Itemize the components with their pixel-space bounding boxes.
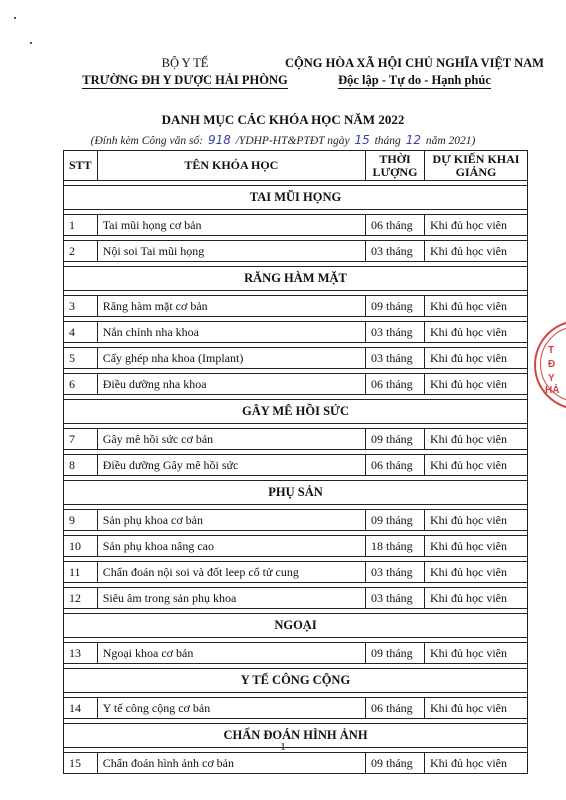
header-schedule: DỰ KIẾN KHAI GIẢNG: [425, 151, 528, 181]
cell-course-name: Điều dưỡng Gây mê hồi sức: [97, 455, 365, 476]
section-header-row: [64, 481, 528, 505]
cell-course-name: Nội soi Tai mũi họng: [97, 241, 365, 262]
table-row: [64, 588, 528, 609]
cell-duration: 18 tháng: [366, 536, 425, 557]
table-row: [64, 296, 528, 317]
table-row: [64, 455, 528, 476]
table-row: [64, 429, 528, 450]
cell-schedule: Khi đủ học viên: [425, 215, 528, 236]
section-title: NGOẠI: [64, 614, 528, 638]
cell-stt: 8: [64, 455, 98, 476]
cell-duration: 06 tháng: [366, 455, 425, 476]
table-row: [64, 562, 528, 583]
month-handwritten: 12: [405, 133, 421, 147]
cell-schedule: Khi đủ học viên: [425, 322, 528, 343]
cell-stt: 1: [64, 215, 98, 236]
cell-duration: 09 tháng: [366, 753, 425, 774]
reference-code: /YDHP-HT&PTĐT ngày: [235, 135, 350, 147]
section-header-row: [64, 669, 528, 693]
table-row: [64, 643, 528, 664]
document-reference: [0, 133, 566, 147]
cell-course-name: Gây mê hồi sức cơ bản: [97, 429, 365, 450]
reference-prefix: (Đính kèm Công văn số:: [90, 135, 204, 147]
section-title: CHẨN ĐOÁN HÌNH ẢNH: [64, 724, 528, 748]
cell-duration: 09 tháng: [366, 296, 425, 317]
cell-schedule: Khi đủ học viên: [425, 562, 528, 583]
cell-duration: 09 tháng: [366, 643, 425, 664]
year-suffix: năm 2021): [425, 135, 476, 147]
cell-duration: 09 tháng: [366, 510, 425, 531]
cell-stt: 11: [64, 562, 98, 583]
table-row: [64, 753, 528, 774]
cell-schedule: Khi đủ học viên: [425, 753, 528, 774]
cell-duration: 03 tháng: [366, 241, 425, 262]
seal-text: T: [548, 345, 555, 356]
table-row: [64, 215, 528, 236]
cell-duration: 06 tháng: [366, 215, 425, 236]
cell-course-name: Cấy ghép nha khoa (Implant): [97, 348, 365, 369]
cell-duration: 03 tháng: [366, 562, 425, 583]
cell-stt: 9: [64, 510, 98, 531]
cell-stt: 2: [64, 241, 98, 262]
national-heading: [272, 55, 557, 89]
section-title: GÂY MÊ HỒI SỨC: [64, 400, 528, 424]
cell-schedule: Khi đủ học viên: [425, 588, 528, 609]
cell-course-name: Chẩn đoán nội soi và đốt leep cổ tử cung: [97, 562, 365, 583]
cell-schedule: Khi đủ học viên: [425, 510, 528, 531]
cell-stt: 13: [64, 643, 98, 664]
document-number-handwritten: 918: [207, 133, 231, 147]
cell-schedule: Khi đủ học viên: [425, 348, 528, 369]
seal-text: Y: [548, 373, 555, 384]
cell-schedule: Khi đủ học viên: [425, 429, 528, 450]
document-title: DANH MỤC CÁC KHÓA HỌC NĂM 2022: [161, 112, 405, 127]
cell-duration: 03 tháng: [366, 322, 425, 343]
seal-text: Đ: [548, 359, 556, 370]
cell-course-name: Điều dưỡng nha khoa: [97, 374, 365, 395]
section-header-row: [64, 614, 528, 638]
cell-stt: 7: [64, 429, 98, 450]
scan-speck: [14, 17, 16, 19]
table-header-row: [64, 151, 528, 181]
cell-duration: 06 tháng: [366, 374, 425, 395]
school-name: TRƯỜNG ĐH Y DƯỢC HẢI PHÒNG: [82, 73, 288, 87]
table-row: [64, 698, 528, 719]
cell-stt: 10: [64, 536, 98, 557]
table-row: [64, 374, 528, 395]
cell-schedule: Khi đủ học viên: [425, 455, 528, 476]
issuer-block: [80, 55, 290, 89]
cell-course-name: Ngoại khoa cơ bản: [97, 643, 365, 664]
section-header-row: [64, 400, 528, 424]
cell-course-name: Sản phụ khoa cơ bản: [97, 510, 365, 531]
table-row: [64, 348, 528, 369]
section-title: PHỤ SẢN: [64, 481, 528, 505]
cell-stt: 4: [64, 322, 98, 343]
header-course-name: TÊN KHÓA HỌC: [97, 151, 365, 181]
seal-text: HẢ: [545, 385, 560, 396]
cell-stt: 6: [64, 374, 98, 395]
cell-duration: 09 tháng: [366, 429, 425, 450]
ministry-name: BỘ Y TẾ: [161, 56, 209, 70]
cell-stt: 5: [64, 348, 98, 369]
table-body: [64, 181, 528, 774]
cell-course-name: Răng hàm mặt cơ bản: [97, 296, 365, 317]
section-title: TAI MŨI HỌNG: [64, 186, 528, 210]
cell-stt: 15: [64, 753, 98, 774]
scan-speck: [30, 42, 32, 44]
cell-course-name: Chẩn đoán hình ảnh cơ bản: [97, 753, 365, 774]
month-label: tháng: [374, 135, 401, 147]
day-handwritten: 15: [354, 133, 370, 147]
cell-course-name: Nắn chỉnh nha khoa: [97, 322, 365, 343]
cell-course-name: Siêu âm trong sản phụ khoa: [97, 588, 365, 609]
table-row: [64, 510, 528, 531]
cell-course-name: Tai mũi họng cơ bản: [97, 215, 365, 236]
section-title: Y TẾ CÔNG CỘNG: [64, 669, 528, 693]
cell-schedule: Khi đủ học viên: [425, 643, 528, 664]
cell-schedule: Khi đủ học viên: [425, 536, 528, 557]
course-table: [63, 150, 528, 774]
section-title: RĂNG HÀM MẶT: [64, 267, 528, 291]
national-motto: Độc lập - Tự do - Hạnh phúc: [338, 73, 491, 87]
section-header-row: [64, 186, 528, 210]
cell-stt: 12: [64, 588, 98, 609]
table-row: [64, 241, 528, 262]
cell-stt: 14: [64, 698, 98, 719]
header-duration: THỜI LƯỢNG: [366, 151, 425, 181]
page-number: 1: [280, 741, 286, 753]
header-stt: STT: [64, 151, 98, 181]
official-seal: [534, 320, 566, 410]
country-name: CỘNG HÒA XÃ HỘI CHỦ NGHĨA VIỆT NAM: [285, 56, 544, 70]
cell-duration: 06 tháng: [366, 698, 425, 719]
cell-schedule: Khi đủ học viên: [425, 241, 528, 262]
table-row: [64, 322, 528, 343]
section-header-row: [64, 267, 528, 291]
cell-schedule: Khi đủ học viên: [425, 698, 528, 719]
table-row: [64, 536, 528, 557]
cell-course-name: Sản phụ khoa nâng cao: [97, 536, 365, 557]
cell-stt: 3: [64, 296, 98, 317]
cell-duration: 03 tháng: [366, 348, 425, 369]
cell-duration: 03 tháng: [366, 588, 425, 609]
cell-course-name: Y tế công cộng cơ bản: [97, 698, 365, 719]
cell-schedule: Khi đủ học viên: [425, 374, 528, 395]
cell-schedule: Khi đủ học viên: [425, 296, 528, 317]
